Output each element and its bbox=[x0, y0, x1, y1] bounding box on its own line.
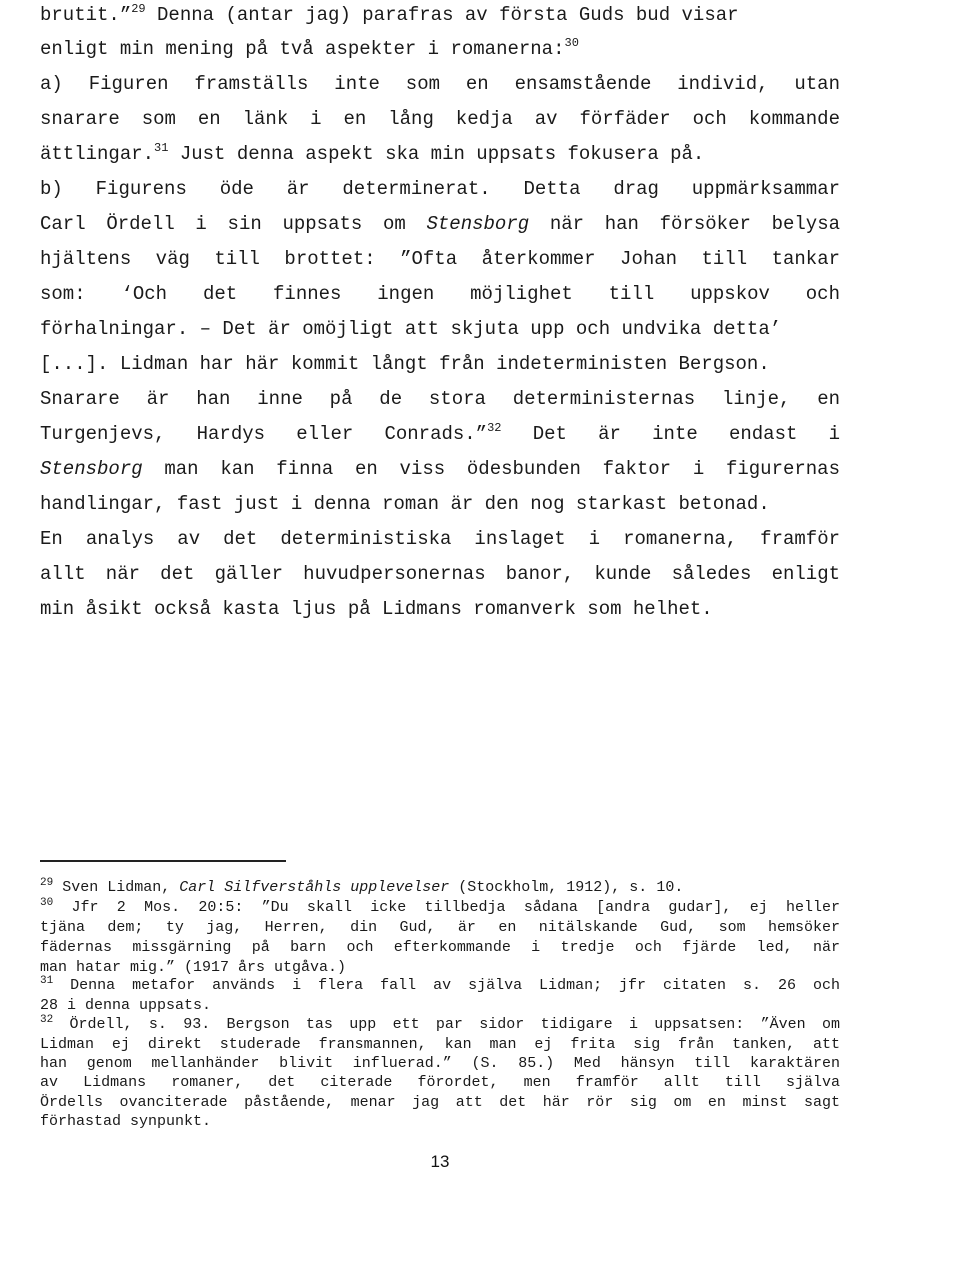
text-line: brutit.”$^{29}$ Denna (antar jag) parafras av första Guds bud visar bbox=[40, 2, 739, 26]
footnote: $^{30}$ Jfr 2 Mos. 20:5: ”Du skall icke tillbedja sådana [andra gudar], ej heller bbox=[40, 897, 840, 916]
text-line: Carl Ördell i sin uppsats om Stensborg när han försöker belysa bbox=[40, 213, 840, 235]
footnote-cont: förhastad synpunkt. bbox=[40, 1113, 212, 1130]
text-line: förhalningar. – Det är omöjligt att skjuta upp och undvika detta’ bbox=[40, 318, 782, 340]
text-line: min åsikt också kasta ljus på Lidmans romanverk som helhet. bbox=[40, 598, 713, 620]
page-number: 13 bbox=[430, 1152, 450, 1171]
footnote-cont: av Lidmans romaner, det citerade förordet, men framför allt till själva bbox=[40, 1074, 840, 1091]
text-line: enligt min mening på två aspekter i romanerna:$^{30}$ bbox=[40, 36, 579, 60]
text-line: Turgenjevs, Hardys eller Conrads.”$^{32}$ Det är inte endast i bbox=[40, 421, 840, 445]
text-line: snarare som en länk i en lång kedja av förfäder och kommande bbox=[40, 108, 840, 130]
footnote: $^{29}$ Sven Lidman, Carl Silfverståhls upplevelser (Stockholm, 1912), s. 10. bbox=[40, 877, 684, 896]
text-line: handlingar, fast just i denna roman är den nog starkast betonad. bbox=[40, 493, 770, 515]
footnote-cont: Lidman ej direkt studerade fransmannen, kan man ej frita sig från tanken, att bbox=[40, 1036, 840, 1053]
footnote-divider bbox=[40, 860, 286, 862]
footnote-cont: han genom mellanhänder blivit influerad.” (S. 85.) Med hänsyn till karaktären bbox=[40, 1055, 840, 1072]
text-line: En analys av det deterministiska inslaget i romanerna, framför bbox=[40, 528, 840, 550]
footnote-cont: 28 i denna uppsats. bbox=[40, 997, 212, 1014]
text-line: som: ‘Och det finnes ingen möjlighet till uppskov och bbox=[40, 283, 840, 305]
footnote-cont: fädernas missgärning på barn och efterkommande i tredje och fjärde led, när bbox=[40, 939, 840, 956]
footnote: $^{31}$ Denna metafor används i flera fall av själva Lidman; jfr citaten s. 26 och bbox=[40, 975, 840, 994]
footnote-cont: tjäna dem; ty jag, Herren, din Gud, är en nitälskande Gud, som hemsöker bbox=[40, 919, 840, 936]
text-line: allt när det gäller huvudpersonernas banor, kunde således enligt bbox=[40, 563, 840, 585]
footnote-cont: Ördells ovanciterade påstående, menar jag att det här rör sig om en minst sagt bbox=[40, 1094, 840, 1111]
text-line: Snarare är han inne på de stora deterministernas linje, en bbox=[40, 388, 840, 410]
text-line: b) Figurens öde är determinerat. Detta drag uppmärksammar bbox=[40, 178, 840, 200]
text-line: hjältens väg till brottet: ”Ofta återkommer Johan till tankar bbox=[40, 248, 840, 270]
footnote: $^{32}$ Ördell, s. 93. Bergson tas upp ett par sidor tidigare i uppsatsen: ”Även om bbox=[40, 1014, 840, 1033]
text-line: [...]. Lidman har här kommit långt från indeterministen Bergson. bbox=[40, 353, 770, 375]
text-line: a) Figuren framställs inte som en ensamstående individ, utan bbox=[40, 73, 840, 95]
footnote-cont: man hatar mig.” (1917 års utgåva.) bbox=[40, 959, 347, 976]
text-line: Stensborg man kan finna en viss ödesbunden faktor i figurernas bbox=[40, 458, 840, 480]
text-line: ättlingar.$^{31}$ Just denna aspekt ska min uppsats fokusera på. bbox=[40, 141, 705, 165]
